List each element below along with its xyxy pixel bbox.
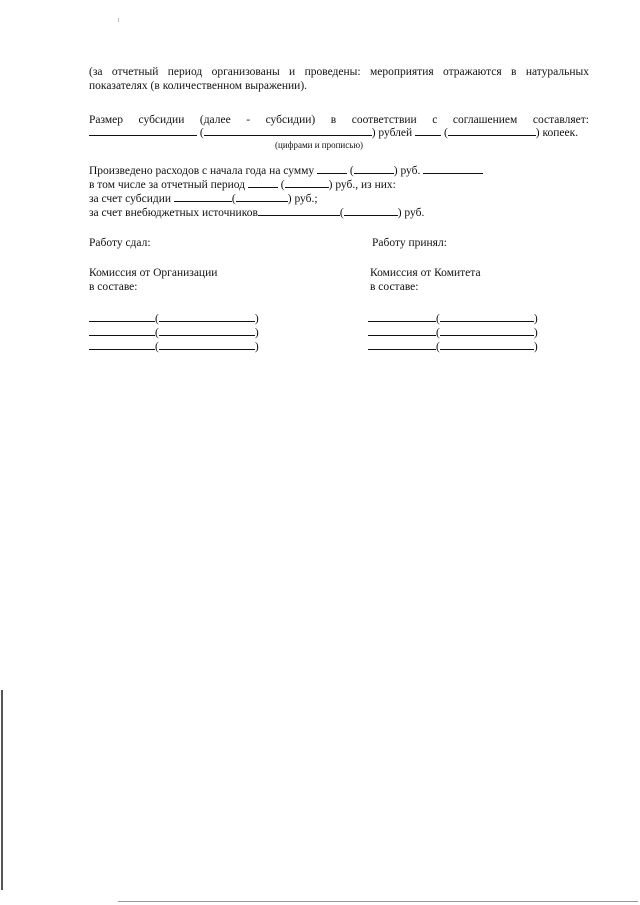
- scan-edge-shadow: [1, 690, 3, 890]
- expenses-period-words-blank: [285, 177, 329, 188]
- expenses-period-label: в том числе за отчетный период: [89, 179, 246, 191]
- expenses-subsidy-blank: [174, 191, 232, 202]
- org-signature-line-3: [89, 339, 259, 354]
- paren-close: ): [533, 341, 538, 353]
- expenses-subsidy-unit: ) руб.;: [287, 193, 318, 205]
- expenses-total-open: (: [349, 165, 354, 177]
- signature-blank: [89, 325, 155, 336]
- expenses-total-unit: ) руб.: [393, 165, 421, 177]
- signature-blank: [368, 311, 436, 322]
- paren-close: ): [254, 313, 259, 325]
- intro-line-2: показателях (в количественном выражении).: [89, 80, 308, 92]
- committee-signature-line-3: [368, 339, 538, 354]
- paren-open: (: [436, 327, 440, 339]
- committee-composition-label: в составе:: [370, 281, 419, 293]
- org-signature-line-1: [89, 311, 259, 326]
- name-blank: [159, 325, 255, 336]
- scan-bottom-edge: [118, 901, 638, 902]
- expenses-total-blank: [317, 163, 347, 174]
- paren-open: (: [436, 341, 440, 353]
- name-blank: [440, 325, 534, 336]
- signature-blank: [368, 339, 436, 350]
- subsidy-kopecks-label: ) копеек.: [535, 127, 579, 139]
- org-composition-label: в составе:: [89, 281, 138, 293]
- org-commission-label: Комиссия от Организации: [89, 267, 218, 279]
- subsidy-open-paren-2: (: [443, 127, 448, 139]
- expenses-extra-blank: [258, 205, 340, 216]
- subsidy-open-paren: (: [199, 127, 204, 139]
- expenses-subsidy-words-blank: [236, 191, 288, 202]
- accepted-label: Работу принял:: [372, 237, 447, 249]
- paren-open: (: [436, 313, 440, 325]
- paren-close: ): [254, 327, 259, 339]
- paren-open: (: [155, 327, 159, 339]
- signature-blank: [368, 325, 436, 336]
- intro-line-1: (за отчетный период организованы и проведены: мероприятия отражаются в натуральных: [89, 66, 589, 78]
- expenses-period-open: (: [280, 179, 285, 191]
- subsidy-kopecks-blank: [415, 125, 441, 136]
- paren-close: ): [533, 313, 538, 325]
- subsidy-line-1: Размер субсидии (далее - субсидии) в соответствии с соглашением составляет:: [89, 114, 589, 126]
- expenses-total-words-blank: [354, 163, 394, 174]
- signature-blank: [89, 339, 155, 350]
- paren-close: ): [533, 327, 538, 339]
- expenses-period-blank: [248, 177, 278, 188]
- expenses-extra-words-blank: [344, 205, 398, 216]
- subsidy-rubles-label: ) рублей: [371, 127, 413, 139]
- subsidy-words-blank: [204, 125, 372, 136]
- committee-signature-line-1: [368, 311, 538, 326]
- subsidy-kopecks-words-blank: [448, 125, 536, 136]
- org-signature-line-2: [89, 325, 259, 340]
- expenses-subsidy-label: за счет субсидии: [89, 193, 172, 205]
- handed-over-label: Работу сдал:: [89, 237, 151, 249]
- scan-mark: [118, 18, 119, 22]
- expenses-line-2: [89, 177, 396, 192]
- subsidy-amount-blank: [89, 125, 197, 136]
- signature-blank: [89, 311, 155, 322]
- paren-open: (: [155, 341, 159, 353]
- expenses-subsidy-open: (: [231, 193, 236, 205]
- name-blank: [159, 339, 255, 350]
- expenses-extra-open: (: [339, 207, 344, 219]
- name-blank: [159, 311, 255, 322]
- expenses-line-3: [89, 191, 318, 206]
- expenses-extra-label: за счет внебюджетных источников: [89, 207, 258, 219]
- committee-commission-label: Комиссия от Комитета: [370, 267, 481, 279]
- paren-open: (: [155, 313, 159, 325]
- expenses-line-4: [89, 205, 424, 220]
- name-blank: [440, 311, 534, 322]
- expenses-line-1: [89, 163, 483, 178]
- expenses-total-extra-blank: [423, 163, 483, 174]
- expenses-total-label: Произведено расходов с начала года на сумму: [89, 165, 315, 177]
- subsidy-note: (цифрами и прописью): [275, 140, 364, 150]
- paren-close: ): [254, 341, 259, 353]
- committee-signature-line-2: [368, 325, 538, 340]
- expenses-extra-unit: ) руб.: [397, 207, 425, 219]
- name-blank: [440, 339, 534, 350]
- expenses-period-unit: ) руб., из них:: [328, 179, 396, 191]
